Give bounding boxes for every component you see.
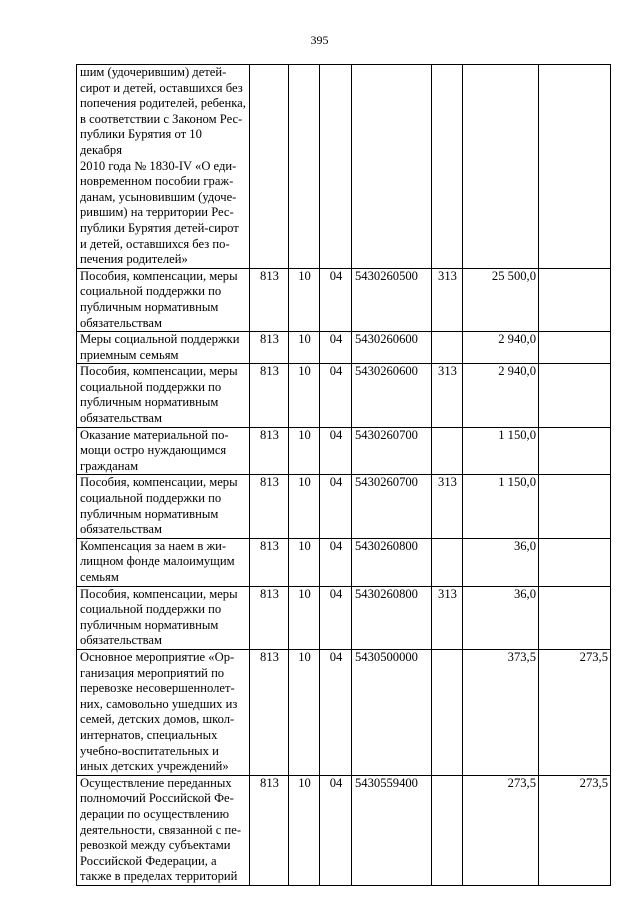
cell-name [77,427,250,475]
cell-amount-federal: 273,5 [539,649,611,775]
cell-grbs: 813 [250,332,289,364]
cell-grbs: 813 [250,649,289,775]
cell-target-article: 5430260800 [352,586,432,649]
cell-expense-type [432,538,463,586]
cell-section: 10 [289,364,320,427]
cell-expense-type [432,649,463,775]
cell-name [77,775,250,885]
cell-target-article: 5430260700 [352,427,432,475]
row-name-text: Меры социальной поддержки приемным семьям [80,332,240,362]
cell-amount: 36,0 [463,538,539,586]
cell-grbs: 813 [250,364,289,427]
table-row [77,649,611,775]
row-name-text: Осуществление переданных полномочий Российской Фе- дерации по осуществлению деятельности, связанной с пе- ревозкой между субъектами Российской Федерации, а также в пределах территорий [80,775,242,884]
cell-amount: 25 500,0 [463,268,539,331]
cell-grbs: 813 [250,427,289,475]
cell-section: 10 [289,538,320,586]
cell-target-article: 5430260700 [352,475,432,538]
cell-expense-type [432,65,463,269]
cell-expense-type [432,775,463,885]
cell-expense-type: 313 [432,586,463,649]
cell-name [77,332,250,364]
row-name-text: шим (удочерившим) детей- сирот и детей, оставшихся без попечения родителей, ребенка, в соответствии с Законом Рес- публики Бурятия от 10 декабря 2010 года № 1830-IV «О еди- новременном пособии граж- данам, усыновившим (удоче- рившим) на территории Рес- публики Бурятия детей-сирот и детей, оставшихся без по- печения родителей» [80,65,246,267]
cell-amount: 36,0 [463,586,539,649]
cell-subsection: 04 [320,649,352,775]
cell-expense-type [432,332,463,364]
cell-amount [463,65,539,269]
cell-grbs: 813 [250,268,289,331]
cell-subsection: 04 [320,586,352,649]
cell-grbs: 813 [250,538,289,586]
cell-name [77,364,250,427]
cell-subsection: 04 [320,364,352,427]
cell-subsection: 04 [320,427,352,475]
cell-section: 10 [289,649,320,775]
table-row [77,538,611,586]
cell-name [77,538,250,586]
cell-target-article: 5430260600 [352,364,432,427]
row-name-text: Пособия, компенсации, меры социальной поддержки по публичным нормативным обязательствам [80,268,238,330]
cell-amount-federal [539,268,611,331]
cell-amount: 373,5 [463,649,539,775]
cell-target-article: 5430260600 [352,332,432,364]
cell-expense-type: 313 [432,475,463,538]
budget-table [76,64,611,886]
cell-expense-type [432,427,463,475]
cell-subsection: 04 [320,475,352,538]
cell-amount: 273,5 [463,775,539,885]
cell-amount-federal: 273,5 [539,775,611,885]
table-row [77,586,611,649]
cell-amount-federal [539,364,611,427]
cell-section: 10 [289,427,320,475]
cell-target-article: 5430260800 [352,538,432,586]
cell-name [77,649,250,775]
cell-amount-federal [539,475,611,538]
cell-subsection: 04 [320,775,352,885]
cell-expense-type: 313 [432,364,463,427]
cell-section: 10 [289,775,320,885]
cell-amount: 1 150,0 [463,427,539,475]
cell-amount-federal [539,538,611,586]
cell-name [77,268,250,331]
row-name-text: Пособия, компенсации, меры социальной поддержки по публичным нормативным обязательствам [80,475,238,537]
cell-name [77,586,250,649]
cell-name [77,65,250,269]
cell-amount: 2 940,0 [463,364,539,427]
row-name-text: Основное мероприятие «Ор- ганизация мероприятий по перевозке несовершеннолет- них, самовольно ушедших из семей, детских домов, школ- интернатов, специальных учебно-воспитательных и иных детских учреждений» [80,649,238,774]
table-row [77,65,611,269]
row-name-text: Оказание материальной по- мощи остро нуждающимся гражданам [80,427,229,473]
cell-subsection: 04 [320,332,352,364]
cell-section: 10 [289,475,320,538]
table-row [77,268,611,331]
cell-grbs: 813 [250,475,289,538]
cell-amount-federal [539,586,611,649]
cell-target-article: 5430559400 [352,775,432,885]
cell-amount: 2 940,0 [463,332,539,364]
table-row [77,332,611,364]
cell-expense-type: 313 [432,268,463,331]
cell-name [77,475,250,538]
table-row [77,475,611,538]
cell-section: 10 [289,586,320,649]
table-row [77,775,611,885]
table-row [77,427,611,475]
cell-target-article [352,65,432,269]
cell-amount-federal [539,65,611,269]
cell-grbs: 813 [250,586,289,649]
page-number: 395 [310,33,329,47]
cell-amount-federal [539,332,611,364]
row-name-text: Пособия, компенсации, меры социальной поддержки по публичным нормативным обязательствам [80,586,238,648]
cell-section [289,65,320,269]
cell-grbs [250,65,289,269]
cell-section: 10 [289,332,320,364]
row-name-text: Пособия, компенсации, меры социальной поддержки по публичным нормативным обязательствам [80,364,238,426]
cell-amount: 1 150,0 [463,475,539,538]
row-name-text: Компенсация за наем в жи- лищном фонде малоимущим семьям [80,538,235,584]
cell-grbs: 813 [250,775,289,885]
cell-subsection [320,65,352,269]
cell-subsection: 04 [320,268,352,331]
cell-subsection: 04 [320,538,352,586]
cell-section: 10 [289,268,320,331]
cell-amount-federal [539,427,611,475]
cell-target-article: 5430260500 [352,268,432,331]
table-row [77,364,611,427]
cell-target-article: 5430500000 [352,649,432,775]
